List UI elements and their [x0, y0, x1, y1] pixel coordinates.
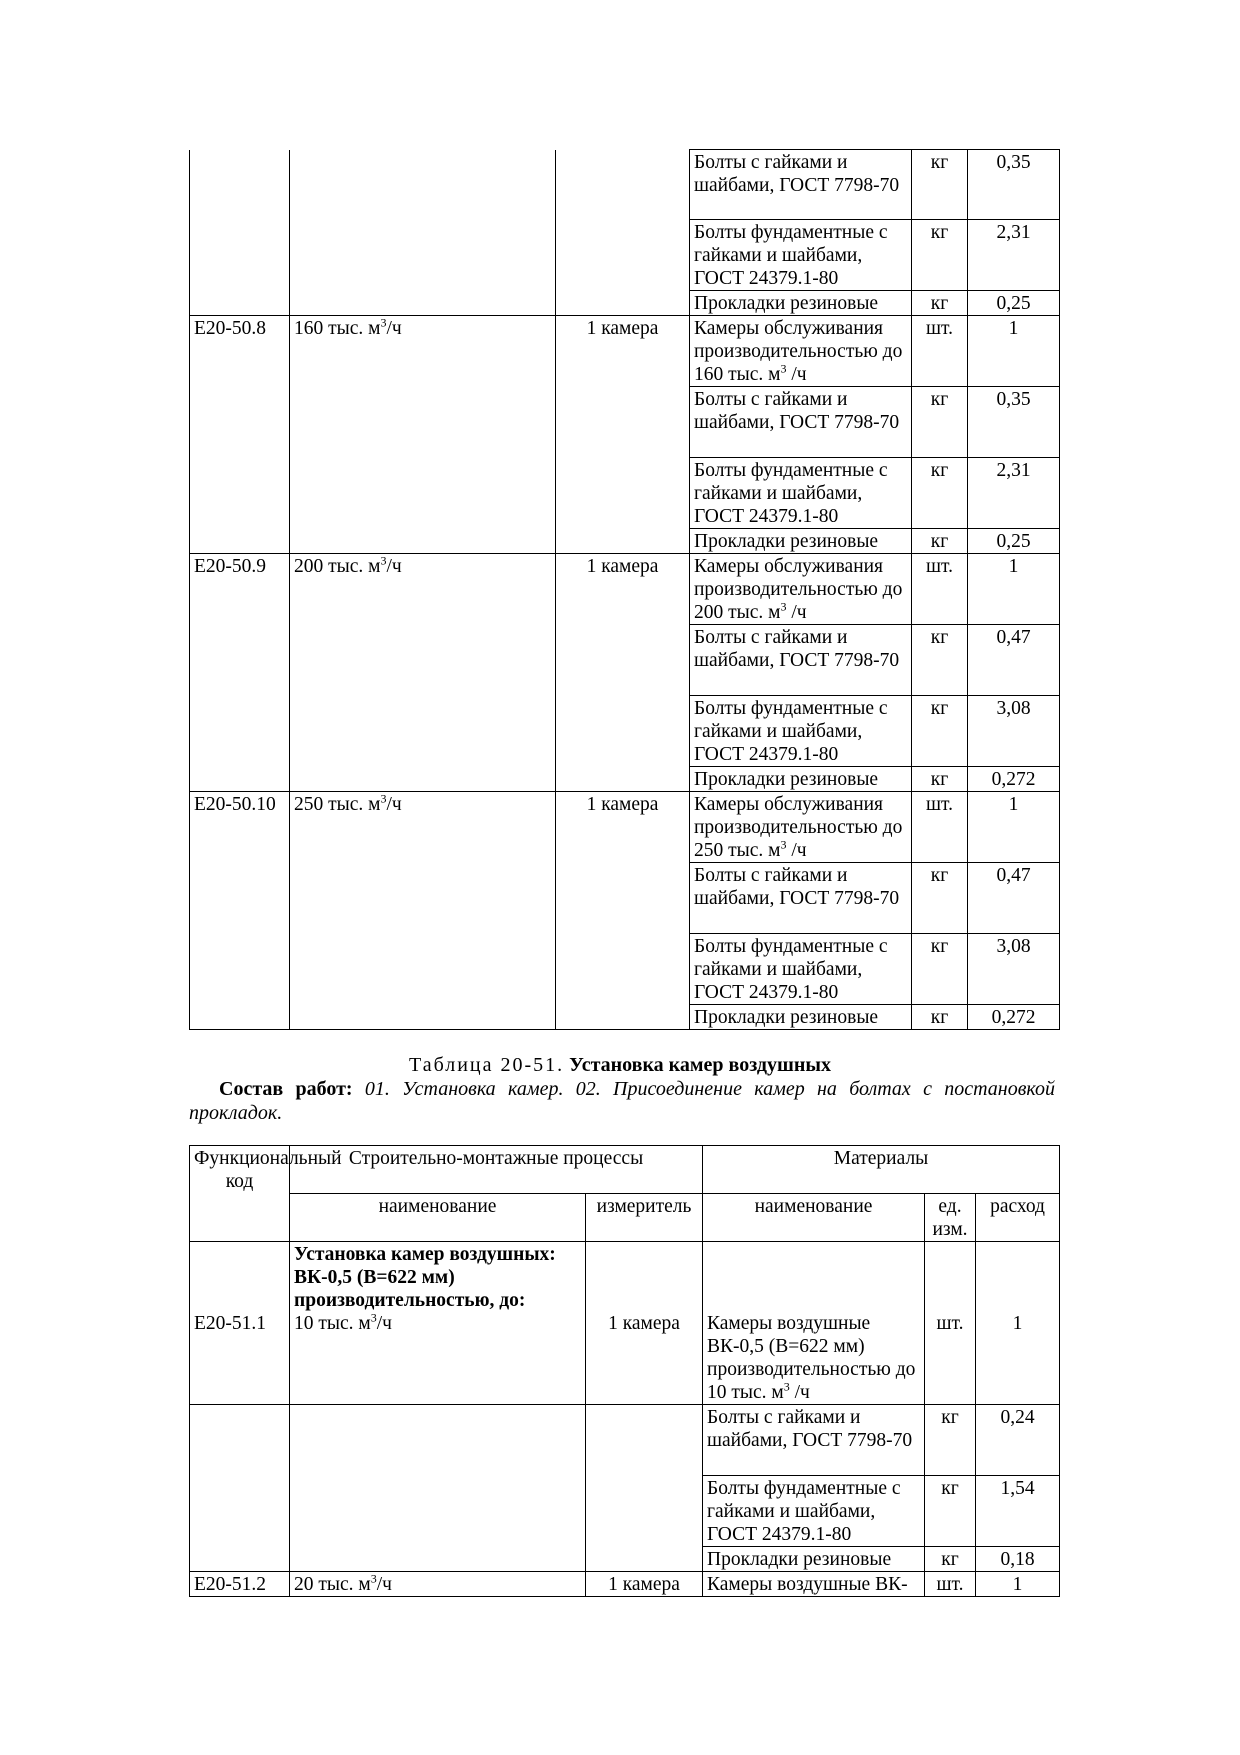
qty-cell: 0,272 — [968, 1005, 1060, 1030]
caption-prefix: Таблица 20-51. — [408, 1054, 565, 1076]
table-row — [190, 529, 1060, 554]
code-cell — [190, 1405, 290, 1476]
table-row — [190, 934, 1060, 1005]
caption-title: Установка камер воздушных — [569, 1054, 832, 1076]
code-cell — [190, 767, 290, 792]
header-materials: Материалы — [703, 1146, 1060, 1194]
header-row — [190, 1146, 1060, 1194]
qty-cell: 1 — [968, 554, 1060, 625]
code-cell — [190, 387, 290, 458]
measure-cell — [556, 220, 690, 291]
code-cell: Е20-50.9 — [190, 554, 290, 625]
process-cell — [290, 863, 556, 934]
unit-cell: кг — [912, 220, 968, 291]
table-20-51 — [189, 1145, 1060, 1597]
qty-cell: 1 — [976, 1242, 1060, 1405]
work-composition — [189, 1077, 1055, 1125]
qty-cell: 0,25 — [968, 529, 1060, 554]
table-row — [190, 1476, 1060, 1547]
header-name: наименование — [290, 1194, 586, 1242]
process-cell — [290, 1476, 586, 1547]
material-cell: Камеры воздушные ВК-0,5 (В=622 мм) производительностью до 10 тыс. $м^3$ /ч — [703, 1242, 925, 1405]
table-row — [190, 150, 1060, 220]
unit-cell: кг — [912, 458, 968, 529]
process-cell — [290, 150, 556, 220]
qty-cell: 0,24 — [976, 1405, 1060, 1476]
process-cell — [290, 625, 556, 696]
unit-cell: кг — [912, 150, 968, 220]
qty-cell: 0,25 — [968, 291, 1060, 316]
measure-cell — [556, 1005, 690, 1030]
material-cell: Болты фундаментные с гайками и шайбами, ГОСТ 24379.1-80 — [703, 1476, 925, 1547]
table-row — [190, 291, 1060, 316]
header-code: Функциональный код — [190, 1146, 290, 1242]
material-cell: Болты фундаментные с гайками и шайбами, ГОСТ 24379.1-80 — [690, 220, 912, 291]
process-cell — [290, 387, 556, 458]
material-cell: Болты с гайками и шайбами, ГОСТ 7798-70 — [690, 625, 912, 696]
unit-cell: шт. — [912, 792, 968, 863]
measure-cell — [586, 1476, 703, 1547]
qty-cell: 3,08 — [968, 696, 1060, 767]
table-row — [190, 1242, 1060, 1405]
material-cell: Болты с гайками и шайбами, ГОСТ 7798-70 — [690, 863, 912, 934]
code-cell — [190, 1005, 290, 1030]
unit-cell: шт. — [912, 554, 968, 625]
qty-cell: 0,47 — [968, 625, 1060, 696]
table-row — [190, 220, 1060, 291]
code-cell — [190, 529, 290, 554]
process-cell — [290, 1005, 556, 1030]
process-cell: 160 тыс. $м^3/ч$ — [290, 316, 556, 387]
code-cell: Е20-50.10 — [190, 792, 290, 863]
measure-cell — [556, 529, 690, 554]
header-mat-name: наименование — [703, 1194, 925, 1242]
measure-cell: 1 камера — [586, 1572, 703, 1597]
material-cell: Прокладки резиновые — [690, 529, 912, 554]
unit-cell: кг — [912, 291, 968, 316]
unit-cell: кг — [912, 767, 968, 792]
measure-cell — [556, 767, 690, 792]
table-row — [190, 696, 1060, 767]
table-row — [190, 554, 1060, 625]
table-row — [190, 792, 1060, 863]
qty-cell: 0,35 — [968, 387, 1060, 458]
table-row — [190, 1405, 1060, 1476]
process-cell: 250 тыс. $м^3/ч$ — [290, 792, 556, 863]
unit-cell: кг — [925, 1476, 976, 1547]
measure-cell — [556, 291, 690, 316]
qty-cell: 1 — [968, 792, 1060, 863]
material-cell: Прокладки резиновые — [703, 1547, 925, 1572]
materials-table-continuation — [189, 149, 1060, 1030]
code-cell — [190, 458, 290, 529]
work-label: Состав работ: — [219, 1078, 353, 1100]
unit-cell: кг — [912, 625, 968, 696]
table-row — [190, 387, 1060, 458]
measure-cell: 1 камера — [556, 792, 690, 863]
unit-cell: кг — [912, 934, 968, 1005]
header-qty: расход — [976, 1194, 1060, 1242]
qty-cell: 1,54 — [976, 1476, 1060, 1547]
table-row — [190, 863, 1060, 934]
process-cell: Установка камер воздушных: ВК-0,5 (В=622 мм) производительностью, до: 10 тыс. $м^3/ч$ — [290, 1242, 586, 1405]
process-cell — [290, 529, 556, 554]
material-cell: Болты фундаментные с гайками и шайбами, ГОСТ 24379.1-80 — [690, 934, 912, 1005]
code-cell: Е20-51.1 — [190, 1242, 290, 1405]
qty-cell: 1 — [976, 1572, 1060, 1597]
qty-cell: 0,272 — [968, 767, 1060, 792]
header-measure: измеритель — [586, 1194, 703, 1242]
material-cell: Болты фундаментные с гайками и шайбами, ГОСТ 24379.1-80 — [690, 458, 912, 529]
table-caption — [0, 1054, 1240, 1077]
material-cell: Камеры обслуживания производительностью до 160 тыс. $м^3$ /ч — [690, 316, 912, 387]
measure-cell: 1 камера — [586, 1242, 703, 1405]
process-cell — [290, 1547, 586, 1572]
unit-cell: кг — [912, 387, 968, 458]
code-cell — [190, 934, 290, 1005]
table-row — [190, 1572, 1060, 1597]
material-cell: Камеры обслуживания производительностью до 250 тыс. $м^3$ /ч — [690, 792, 912, 863]
work-text: 01. Установка камер. 02. Присоединение камер на болтах с постановкой прокладок. — [189, 1078, 1056, 1124]
qty-cell: 0,35 — [968, 150, 1060, 220]
material-cell: Прокладки резиновые — [690, 291, 912, 316]
unit-cell: кг — [912, 863, 968, 934]
process-cell — [290, 220, 556, 291]
material-cell: Камеры обслуживания производительностью до 200 тыс. $м^3$ /ч — [690, 554, 912, 625]
material-cell: Камеры воздушные ВК- — [703, 1572, 925, 1597]
measure-cell — [556, 696, 690, 767]
header-row — [190, 1194, 1060, 1242]
qty-cell: 1 — [968, 316, 1060, 387]
code-cell — [190, 291, 290, 316]
code-cell — [190, 220, 290, 291]
material-cell: Болты с гайками и шайбами, ГОСТ 7798-70 — [703, 1405, 925, 1476]
measure-cell — [556, 625, 690, 696]
process-cell: 20 тыс. $м^3/ч$ — [290, 1572, 586, 1597]
code-cell — [190, 1476, 290, 1547]
material-cell: Болты с гайками и шайбами, ГОСТ 7798-70 — [690, 387, 912, 458]
measure-cell: 1 камера — [556, 316, 690, 387]
table-row — [190, 767, 1060, 792]
qty-cell: 3,08 — [968, 934, 1060, 1005]
material-cell: Болты фундаментные с гайками и шайбами, ГОСТ 24379.1-80 — [690, 696, 912, 767]
measure-cell — [556, 934, 690, 1005]
unit-cell: кг — [925, 1405, 976, 1476]
process-cell — [290, 767, 556, 792]
measure-cell: 1 камера — [556, 554, 690, 625]
process-cell — [290, 934, 556, 1005]
code-cell — [190, 625, 290, 696]
unit-cell: шт. — [925, 1242, 976, 1405]
material-cell: Прокладки резиновые — [690, 767, 912, 792]
process-cell: 200 тыс. $м^3/ч$ — [290, 554, 556, 625]
measure-cell — [556, 863, 690, 934]
measure-cell — [586, 1405, 703, 1476]
header-unit: ед. изм. — [925, 1194, 976, 1242]
measure-cell — [556, 387, 690, 458]
header-processes: Строительно-монтажные процессы — [290, 1146, 703, 1194]
table-row — [190, 316, 1060, 387]
qty-cell: 2,31 — [968, 220, 1060, 291]
code-cell: Е20-51.2 — [190, 1572, 290, 1597]
table-row — [190, 458, 1060, 529]
table-row — [190, 625, 1060, 696]
measure-cell — [556, 150, 690, 220]
unit-cell: кг — [925, 1547, 976, 1572]
material-cell: Болты с гайками и шайбами, ГОСТ 7798-70 — [690, 150, 912, 220]
table-row — [190, 1547, 1060, 1572]
process-cell — [290, 1405, 586, 1476]
measure-cell — [586, 1547, 703, 1572]
qty-cell: 2,31 — [968, 458, 1060, 529]
qty-cell: 0,47 — [968, 863, 1060, 934]
code-cell — [190, 150, 290, 220]
material-cell: Прокладки резиновые — [690, 1005, 912, 1030]
measure-cell — [556, 458, 690, 529]
unit-cell: кг — [912, 1005, 968, 1030]
unit-cell: шт. — [925, 1572, 976, 1597]
unit-cell: кг — [912, 696, 968, 767]
process-cell — [290, 696, 556, 767]
unit-cell: шт. — [912, 316, 968, 387]
process-cell — [290, 458, 556, 529]
qty-cell: 0,18 — [976, 1547, 1060, 1572]
code-cell — [190, 1547, 290, 1572]
group-title: Установка камер воздушных: ВК-0,5 (В=622 мм) производительностью, до: — [294, 1244, 556, 1311]
unit-cell: кг — [912, 529, 968, 554]
process-cell — [290, 291, 556, 316]
code-cell: Е20-50.8 — [190, 316, 290, 387]
table-row — [190, 1005, 1060, 1030]
code-cell — [190, 696, 290, 767]
code-cell — [190, 863, 290, 934]
